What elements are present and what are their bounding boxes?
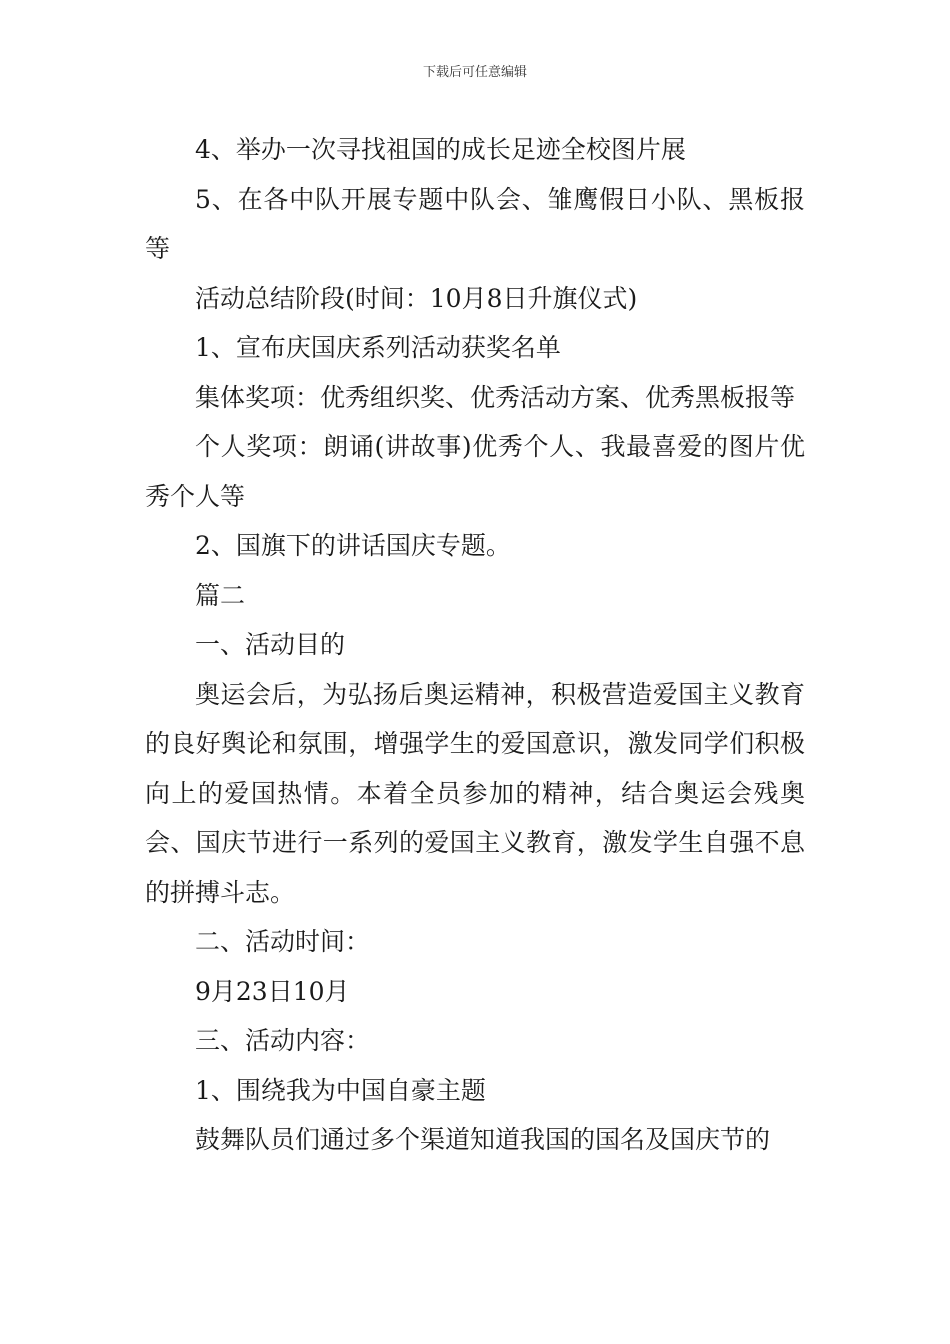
section-heading: 一、活动目的 — [195, 630, 346, 659]
section-heading: 三、活动内容： — [195, 1026, 371, 1055]
document-body — [145, 125, 805, 1165]
paragraph: 奥运会后，为弘扬后奥运精神，积极营造爱国主义教育的良好舆论和氛围，增强学生的爱国意识，激发同学们积极向上的爱国热情。本着全员参加的精神，结合奥运会残奥会、国庆节进行一系列的爱国主义教育，激发学生自强不息的拼搏斗志。 — [145, 679, 805, 907]
paragraph: 1、围绕我为中国自豪主题 — [195, 1075, 486, 1105]
section-heading: 二、活动时间： — [195, 927, 371, 956]
paragraph: 个人奖项：朗诵(讲故事)优秀个人、我最喜爱的图片优秀个人等 — [145, 432, 805, 511]
paragraph: 4、举办一次寻找祖国的成长足迹全校图片展 — [195, 135, 686, 164]
paragraph: 5、在各中队开展专题中队会、雏鹰假日小队、黑板报等 — [145, 184, 805, 263]
paragraph: 活动总结阶段(时间：10月8日升旗仪式) — [195, 283, 638, 313]
paragraph: 9月23日10月 — [195, 976, 350, 1006]
paragraph: 集体奖项：优秀组织奖、优秀活动方案、优秀黑板报等 — [195, 382, 796, 412]
paragraph: 2、国旗下的讲话国庆专题。 — [195, 531, 511, 560]
page-header: 下载后可任意编辑 — [422, 65, 527, 80]
paragraph: 1、宣布庆国庆系列活动获奖名单 — [195, 333, 561, 362]
section-heading: 篇二 — [195, 580, 246, 610]
paragraph: 鼓舞队员们通过多个渠道知道我国的国名及国庆节的 — [195, 1125, 771, 1154]
